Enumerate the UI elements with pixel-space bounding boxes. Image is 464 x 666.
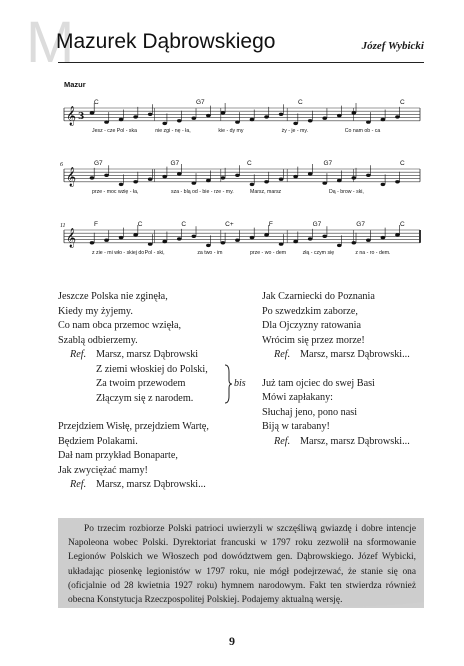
note-head <box>104 120 109 123</box>
treble-clef-icon: 𝄞 <box>66 228 77 248</box>
author-name: Józef Wybicki <box>361 40 424 52</box>
stanza-3 <box>262 290 432 348</box>
repeat-brace <box>224 364 232 404</box>
note-head <box>381 236 386 239</box>
note-head <box>279 178 284 181</box>
note-head <box>235 239 240 242</box>
chord-symbol: C <box>94 99 99 106</box>
lyric-syllables: sza - blą od - bie - rze - my. <box>171 189 234 195</box>
note-head <box>90 241 95 244</box>
stanza-4 <box>262 377 432 435</box>
chord-symbol: F <box>268 221 273 228</box>
note-head <box>264 233 269 236</box>
note-head <box>192 181 197 184</box>
note-head <box>90 111 95 114</box>
refrain-label: Ref. <box>274 435 291 447</box>
lyric-syllables: Jesz - cze Pol - ska <box>92 128 137 134</box>
lyric-line: Słuchaj jeno, pono nasi <box>262 406 358 418</box>
note-head <box>322 117 327 120</box>
lyric-syllables: Pol - ski, <box>144 250 165 256</box>
note-head <box>322 181 327 184</box>
note-head <box>337 114 342 117</box>
note-head <box>206 114 211 117</box>
note-head <box>308 237 313 240</box>
note-head <box>206 244 211 247</box>
refrain-block <box>58 348 258 406</box>
lyric-line: Marsz, marsz Dąbrowski <box>96 349 199 360</box>
refrain-short <box>262 348 432 363</box>
lyric-line: Marsz, marsz Dąbrowski... <box>300 435 410 447</box>
tempo-marking: Mazur <box>64 80 86 89</box>
refrain-short <box>262 435 432 450</box>
chord-symbol: C+ <box>225 221 234 228</box>
chord-symbol: G7 <box>170 160 180 167</box>
note-head <box>395 115 400 118</box>
lyric-syllables: z na - ro - dem. <box>355 250 391 256</box>
lyric-syllables: z zie - mi wło - skiej do <box>92 250 145 256</box>
note-head <box>235 174 240 177</box>
note-head <box>148 113 153 116</box>
lyric-line: Mówi zapłakany: <box>262 392 334 403</box>
note-head <box>352 176 357 179</box>
chord-symbol: C <box>400 221 405 228</box>
chord-symbol: G7 <box>356 221 365 228</box>
lyric-line: Kiedy my żyjemy. <box>58 305 133 317</box>
lyric-line: Za twoim przewodem <box>96 378 186 389</box>
lyric-syllables: kie - dy my <box>218 128 244 134</box>
time-signature: 3 <box>78 112 85 122</box>
lyric-syllables: Marsz, marsz <box>250 189 282 195</box>
lyric-syllables: za two - im <box>197 250 223 256</box>
lyric-syllables: ży - je - my. <box>281 128 309 134</box>
note-head <box>366 120 371 123</box>
note-head <box>250 183 255 186</box>
note-head <box>119 118 124 121</box>
note-head <box>264 180 269 183</box>
refrain-label: Ref. <box>70 479 87 490</box>
note-head <box>250 236 255 239</box>
refrain-label: Ref. <box>70 349 87 360</box>
chord-symbol: C <box>137 221 143 228</box>
note-head <box>322 235 327 238</box>
note-head <box>221 176 226 179</box>
note-head <box>206 179 211 182</box>
chord-symbol: C <box>400 99 405 106</box>
note-head <box>308 119 313 122</box>
chord-symbol: C <box>181 221 187 228</box>
note-head <box>104 174 109 177</box>
staff-system <box>60 160 420 195</box>
note-head <box>395 233 400 236</box>
chord-symbol: G7 <box>196 99 205 106</box>
note-head <box>119 183 124 186</box>
lyric-line: Co nam obca przemoc wzięła, <box>58 320 182 331</box>
note-head <box>352 111 357 114</box>
note-head <box>395 180 400 183</box>
note-head <box>293 240 298 243</box>
lyric-line: Z ziemi włoskiej do Polski, <box>96 363 208 375</box>
note-head <box>177 172 182 175</box>
lyric-line: Jak zwyciężać mamy! <box>58 464 148 476</box>
staff-system <box>64 99 420 134</box>
note-head <box>337 179 342 182</box>
lyric-line: Marsz, marsz Dąbrowski... <box>300 349 410 360</box>
decorative-initial: M <box>26 10 75 75</box>
lyric-line: Marsz, marsz Dąbrowski... <box>96 479 206 490</box>
note-head <box>293 175 298 178</box>
lyric-line: Będziem Polakami. <box>58 435 138 447</box>
lyrics-right-column <box>262 290 432 449</box>
note-head <box>352 241 357 244</box>
lyric-line: Jeszcze Polska nie zginęła, <box>58 291 168 302</box>
song-title: Mazurek Dąbrowskiego <box>56 30 276 53</box>
note-head <box>177 119 182 122</box>
note-head <box>162 240 167 243</box>
lyric-syllables: złą - czym się <box>302 250 335 256</box>
note-head <box>221 241 226 244</box>
chord-symbol: C <box>298 99 303 106</box>
measure-number: 11 <box>60 223 66 229</box>
lyric-syllables: prze - wo - dem <box>250 250 287 256</box>
note-head <box>279 113 284 116</box>
staff-notation <box>58 78 424 263</box>
historical-note <box>58 518 424 608</box>
note-head <box>235 120 240 123</box>
treble-clef-icon: 𝄞 <box>66 106 77 126</box>
lyric-syllables: prze - moc wzię - ła, <box>92 189 139 195</box>
title-rule <box>58 62 424 63</box>
note-head <box>366 239 371 242</box>
lyric-syllables: Dą - brow - ski, <box>329 189 364 195</box>
note-head <box>90 176 95 179</box>
note-head <box>162 122 167 125</box>
note-head <box>104 239 109 242</box>
note-head <box>192 117 197 120</box>
measure-number: 6 <box>60 162 63 168</box>
note-head <box>337 244 342 247</box>
treble-clef-icon: 𝄞 <box>66 167 77 187</box>
chord-symbol: G7 <box>94 160 103 167</box>
note-head <box>133 180 138 183</box>
lyrics-left-column <box>58 290 258 493</box>
note-head <box>177 237 182 240</box>
refrain-label: Ref. <box>274 349 291 360</box>
note-head <box>381 183 386 186</box>
stanza-2 <box>58 420 258 478</box>
lyric-syllables: nie zgi - nę - ła, <box>155 128 191 134</box>
note-head <box>221 111 226 114</box>
refrain-short <box>58 478 258 493</box>
chord-symbol: C <box>247 160 252 167</box>
note-head <box>148 242 153 245</box>
note-head <box>148 178 153 181</box>
note-head <box>133 115 138 118</box>
lyric-line: Biją w tarabany! <box>262 421 330 432</box>
chord-symbol: G7 <box>312 221 322 228</box>
note-head <box>381 118 386 121</box>
lyric-line: Złączym się z narodem. <box>96 392 194 404</box>
note-head <box>133 233 138 236</box>
lyric-line: Dał nam przykład Bonaparte, <box>58 450 178 461</box>
lyric-line: Już tam ojciec do swej Basi <box>262 377 375 389</box>
lyric-syllables: Co nam ob - ca <box>344 128 381 134</box>
chord-symbol: C <box>400 160 405 167</box>
note-head <box>366 174 371 177</box>
lyric-line: Przejdziem Wisłę, przejdziem Wartę, <box>58 421 209 432</box>
bis-marker: bis <box>234 378 246 389</box>
chord-symbol: G7 <box>323 160 333 167</box>
note-head <box>192 235 197 238</box>
lyric-line: Jak Czarniecki do Poznania <box>262 291 375 302</box>
sheet-music <box>58 78 424 263</box>
note-head <box>162 175 167 178</box>
stanza-1 <box>58 290 258 348</box>
page-number: 9 <box>229 634 235 648</box>
note-text: Po trzecim rozbiorze Polski patrioci uwierzyli w szczęśliwą gwiazdę i dobre intencje Napoleona wobec Polski. Dyrektoriat francuski w 1797 roku zezwolił na sformowanie Legionów Polskich we Włoszech pod dowództwem gen. Dąbrowskiego. Józef Wybicki, układając piosenkę legionistów w 1797 roku, nie mógł podejrzewać, że stanie się ona (oficjalnie od 28 kwietnia 1927 roku) hymnem narodowym. Fakt ten stwierdza również obecna Konstytucja Rzeczpospolitej Polskiej. Podajemy aktualną wersję. <box>68 524 416 606</box>
chord-symbol: F <box>94 221 98 228</box>
lyric-line: Wrócim się przez morze! <box>262 334 365 346</box>
note-head <box>119 236 124 239</box>
staff-system <box>60 221 420 256</box>
note-head <box>264 115 269 118</box>
note-head <box>293 122 298 125</box>
lyric-line: Po szwedzkim zaborze, <box>262 305 358 317</box>
note-head <box>279 242 284 245</box>
note-head <box>308 172 313 175</box>
lyric-line: Szablą odbierzemy. <box>58 334 138 346</box>
note-head <box>250 118 255 121</box>
lyric-line: Dla Ojczyzny ratowania <box>262 320 361 331</box>
